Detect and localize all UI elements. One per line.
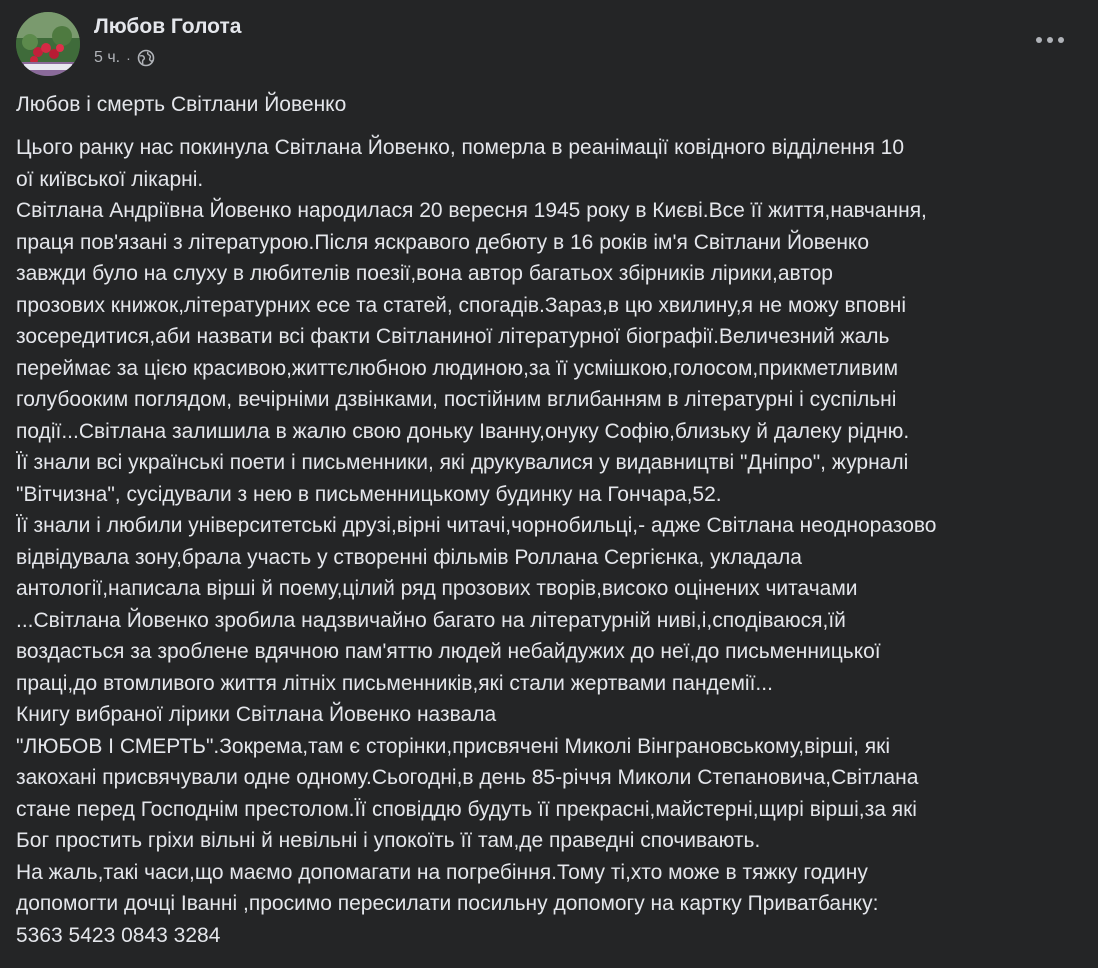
body-line: праці,до втомливого життя літніх письменників,які стали жертвами пандемії... — [16, 671, 773, 695]
body-line: допомогти дочці Іванні ,просимо пересилати посильну допомогу на картку Приватбанку: — [16, 892, 879, 915]
body-line: події...Світлана залишила в жалю свою доньку Іванну,онуку Софію,близьку й далеку рідню. — [16, 419, 910, 443]
more-horizontal-icon — [1036, 37, 1042, 43]
separator-dot: · — [126, 50, 131, 66]
body-line: переймає за цією красивою,життєлюбною людиною,за її усмішкою,голосом,прикметливим — [16, 356, 899, 380]
post-meta — [94, 12, 241, 68]
body-line: відвідувала зону,брала участь у створенні фільмів Роллана Сергієнка, укладала — [16, 545, 802, 569]
avatar[interactable] — [16, 12, 80, 76]
body-line: голубооким поглядом, вечірніми дзвінками, постійним вглибанням в літературні і суспільні — [16, 388, 897, 411]
more-dot — [1047, 37, 1053, 43]
body-line: Цього ранку нас покинула Світлана Йовенко, померла в реанімації ковідного відділення 10 — [16, 136, 905, 159]
body-line: антології,написала вірші й поему,цілий ряд прозових творів,високо оцінених читачами — [16, 577, 858, 600]
avatar-image — [16, 12, 80, 76]
author-name[interactable]: Любов Голота — [94, 15, 242, 38]
body-line: закохані присвячували одне одному.Сьогодні,в день 85-річчя Миколи Степановича,Світлана — [16, 766, 919, 789]
body-line: Її знали і любили університетські друзі,вірні читачі,чорнобильці,- адже Світлана неодноразово — [16, 514, 937, 537]
body-line: "Вітчизна", сусідували з нею в письменницькому будинку на Гончара,52. — [16, 482, 722, 506]
body-line: ої київської лікарні. — [16, 167, 204, 191]
body-line: завжди було на слуху в любителів поезії,вона автор багатьох збірників лірики,автор — [16, 262, 833, 285]
body-line: прозових книжок,літературних есе та статей, спогадів.Зараз,в цю хвилину,я не можу вповні — [16, 293, 907, 317]
body-line: зосередитися,аби назвати всі факти Світланиної літературної біографії.Величезний жаль — [16, 325, 890, 348]
globe-icon[interactable] — [137, 49, 155, 67]
post-header — [16, 12, 241, 72]
post-subline — [94, 48, 241, 68]
body-line: "ЛЮБОВ І СМЕРТЬ".Зокрема,там є сторінки,присвячені Миколі Вінграновському,вірші, які — [16, 734, 890, 758]
body-line: воздасться за зроблене вдячною пам'яттю людей небайдужих до неї,до письменницької — [16, 640, 881, 663]
post-body — [16, 132, 1086, 951]
body-line: Її знали всі українські поети і письменники, які друкувалися у видавництві "Дніпро", журналі — [16, 451, 909, 474]
body-line: На жаль,такі часи,що маємо допомагати на погребіння.Тому ті,хто може в тяжку годину — [16, 860, 868, 884]
card-number: 5363 5423 0843 3284 — [16, 923, 221, 947]
body-line: Книгу вибраної лірики Світлана Йовенко назвала — [16, 703, 497, 726]
body-line: Світлана Андріївна Йовенко народилася 20 вересня 1945 року в Києві.Все її життя,навчання, — [16, 199, 927, 222]
more-dot — [1058, 37, 1064, 43]
body-line: стане перед Господнім престолом.Її сповіддю будуть її прекрасні,майстерні,щирі вірші,за які — [16, 797, 917, 821]
post-title: Любов і смерть Світлани Йовенко — [16, 93, 347, 116]
body-line: ...Світлана Йовенко зробила надзвичайно багато на літературній ниві,і,сподіваюся,їй — [16, 608, 846, 632]
post-timestamp[interactable]: 5 ч. — [94, 49, 121, 66]
body-line: праця пов'язані з літературою.Після яскравого дебюту в 16 років ім'я Світлани Йовенко — [16, 230, 870, 254]
more-options-button[interactable] — [1030, 24, 1070, 56]
body-line: Бог простить гріхи вільні й невільні і упокоїть її там,де праведні спочивають. — [16, 829, 761, 852]
